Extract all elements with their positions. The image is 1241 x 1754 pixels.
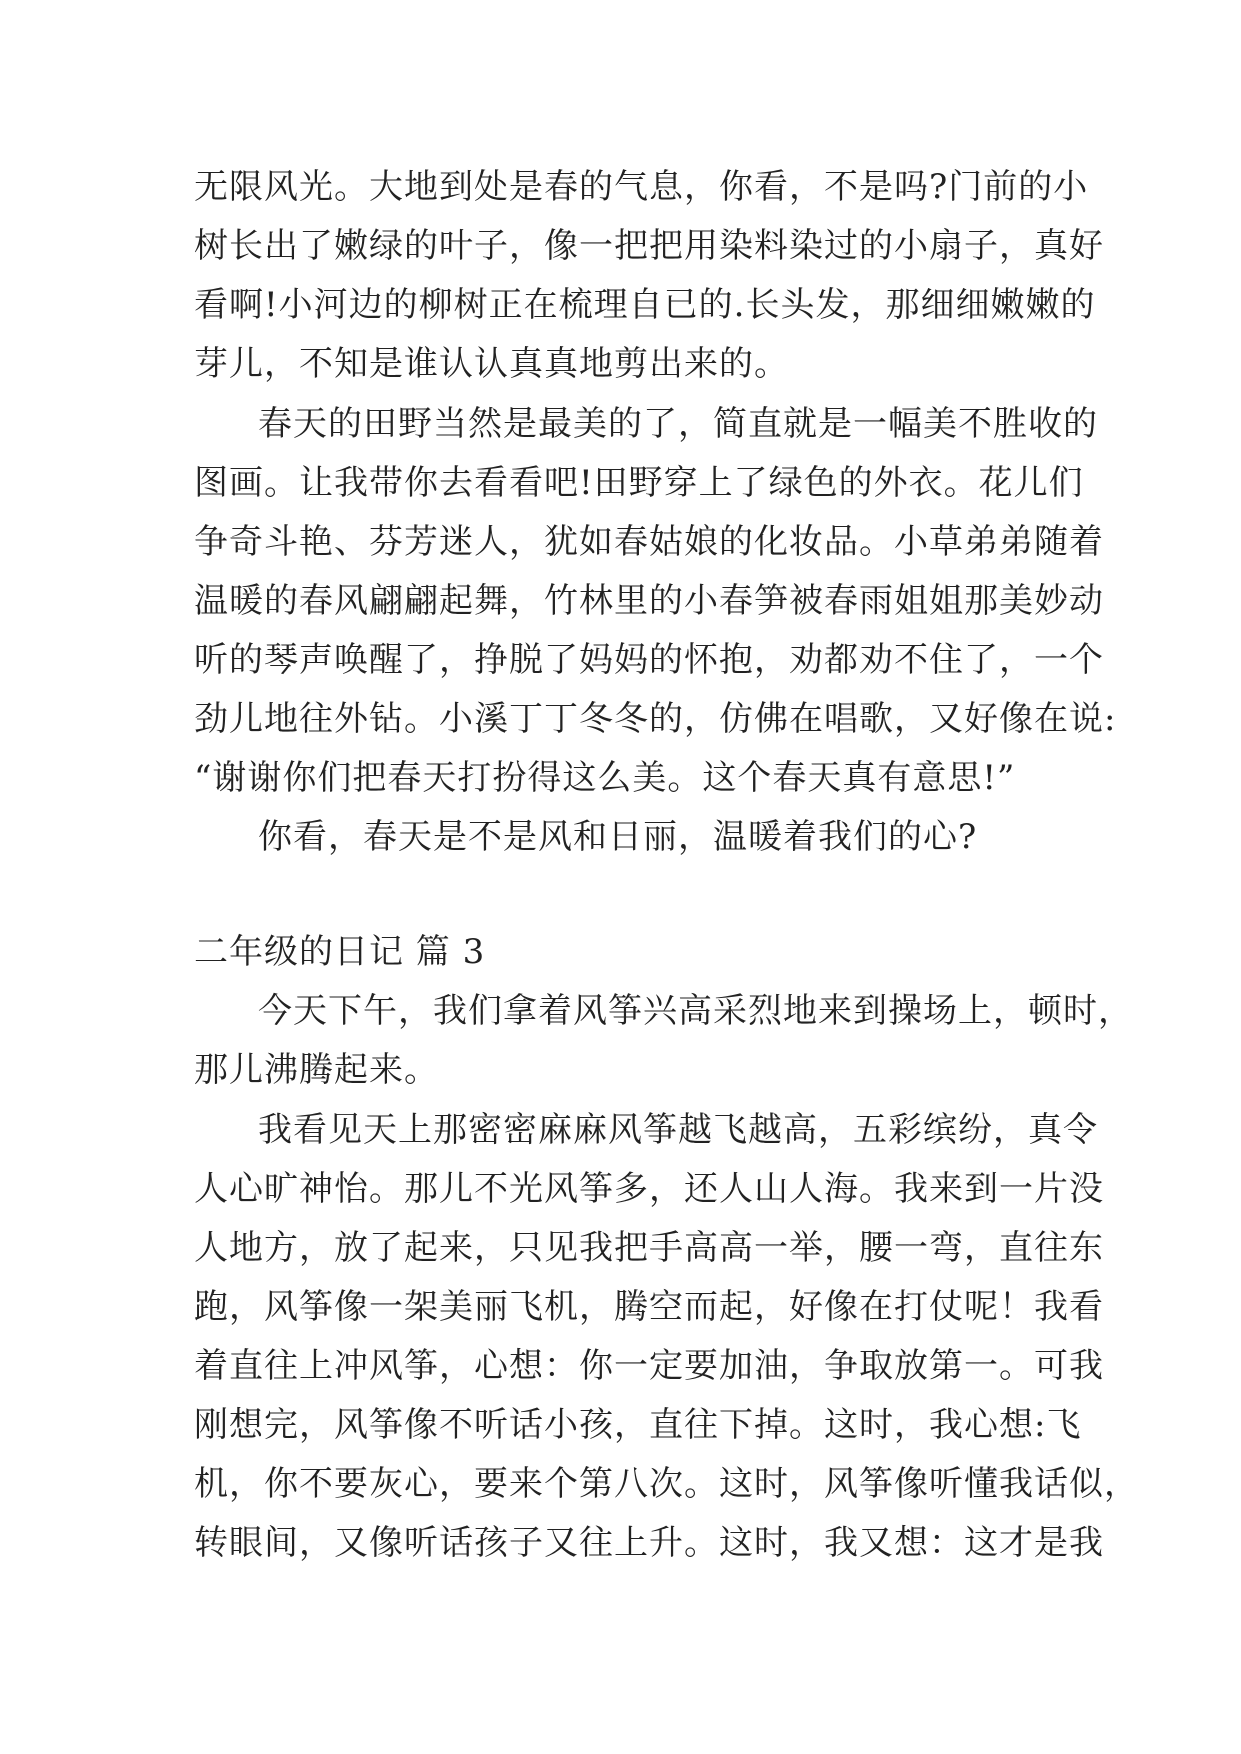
paragraph-line: 人心旷神怡。那儿不光风筝多，还人山人海。我来到一片没 [194, 1169, 1104, 1209]
paragraph-line: 无限风光。大地到处是春的气息，你看，不是吗?门前的小 [194, 167, 1089, 207]
paragraph-line: 人地方，放了起来，只见我把手高高一举，腰一弯，直往东 [194, 1228, 1104, 1268]
paragraph-line: 刚想完，风筝像不听话小孩，直往下掉。这时，我心想:飞 [194, 1405, 1082, 1445]
paragraph-line: 转眼间，又像听话孩子又往上升。这时，我又想：这才是我 [194, 1523, 1104, 1563]
paragraph-line: 听的琴声唤醒了，挣脱了妈妈的怀抱，劝都劝不住了，一个 [194, 640, 1104, 680]
paragraph-line: 今天下午，我们拿着风筝兴高采烈地来到操场上，顿时， [258, 991, 1133, 1031]
paragraph-line: 图画。让我带你去看看吧!田野穿上了绿色的外衣。花儿们 [194, 463, 1084, 503]
paragraph-line: 机，你不要灰心，要来个第八次。这时，风筝像听懂我话似， [194, 1464, 1139, 1504]
paragraph-line: 你看，春天是不是风和日丽，温暖着我们的心? [258, 817, 978, 857]
paragraph-line: 那儿沸腾起来。 [194, 1050, 439, 1090]
paragraph-line: 劲儿地往外钻。小溪丁丁冬冬的，仿佛在唱歌，又好像在说: [194, 699, 1117, 739]
paragraph-line: 着直往上冲风筝，心想：你一定要加油，争取放第一。可我 [194, 1346, 1104, 1386]
paragraph-line: 我看见天上那密密麻麻风筝越飞越高，五彩缤纷，真令 [258, 1110, 1098, 1150]
paragraph-line: 跑，风筝像一架美丽飞机，腾空而起，好像在打仗呢！我看 [194, 1287, 1104, 1327]
paragraph-line: 争奇斗艳、芬芳迷人，犹如春姑娘的化妆品。小草弟弟随着 [194, 522, 1104, 562]
paragraph-line: 温暖的春风翩翩起舞，竹林里的小春笋被春雨姐姐那美妙动 [194, 581, 1104, 621]
paragraph-line: 芽儿，不知是谁认认真真地剪出来的。 [194, 344, 789, 384]
paragraph-line: 看啊!小河边的柳树正在梳理自已的.长头发，那细细嫩嫩的 [194, 285, 1096, 325]
section-heading: 二年级的日记 篇 3 [194, 932, 486, 972]
paragraph-line: “谢谢你们把春天打扮得这么美。这个春天真有意思!” [194, 758, 1016, 798]
paragraph-line: 春天的田野当然是最美的了，简直就是一幅美不胜收的 [258, 404, 1098, 444]
paragraph-line: 树长出了嫩绿的叶子，像一把把用染料染过的小扇子，真好 [194, 226, 1104, 266]
